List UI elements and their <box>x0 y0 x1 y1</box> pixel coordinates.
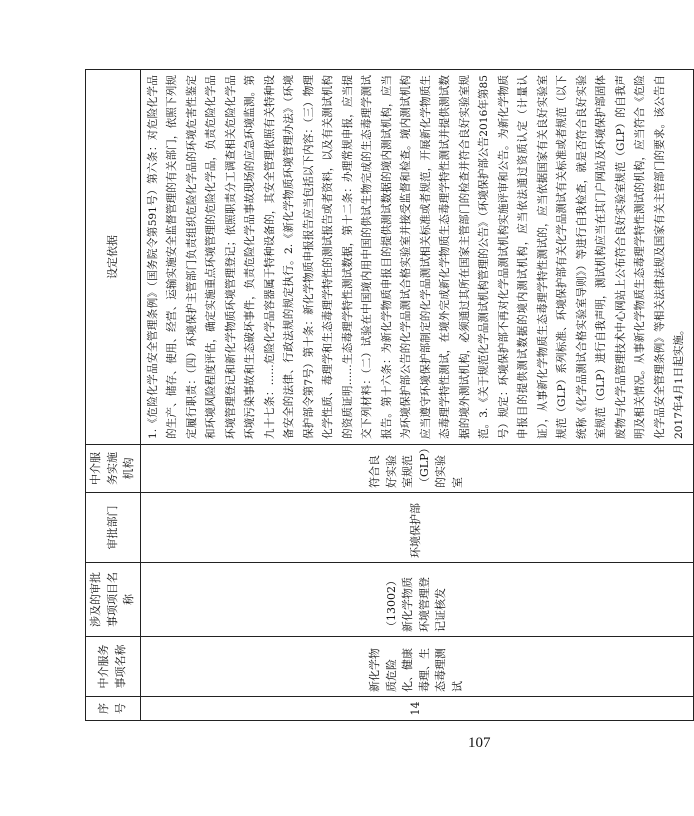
cell-agency-name: 新化学物质危险化、健康毒理、生态毒理测试 <box>140 637 693 697</box>
cell-dept: 环境保护部 <box>140 493 693 563</box>
header-dept: 审批部门 <box>86 493 141 563</box>
header-approval-item: 涉及的审批事项项目名称 <box>86 563 141 637</box>
rotated-table-frame <box>85 69 685 721</box>
cell-seq: 14 <box>140 697 693 721</box>
cell-provider: 符合良好实验室规范（GLP）的实验室 <box>140 445 693 493</box>
cell-basis: 1.《危险化学品安全管理条例》（国务院令第591号）第六条：对危险化学品的生产、储存、使用、经营、运输实施安全监督管理的有关部门，依照下列规定履行职责：（四）环境保护主管部门负责组织危险化学品的环境危害性鉴定和环境风险程度评估，确定实施重点环境管理的危险化学品，负责危险化学品环境管理登记和新化学物质环境管理登记；依照职责分工调查相关危险化学品环境污染事故和生态破坏事件，负责危险化学品事故现场的应急环境监测。第九十七条：……危险化学品容器属于特种设备的，其安全管理依照有关特种设备安全的法律、行政法规的规定执行。2.《新化学物质环境管理办法》（环境保护部令第7号）第十条：新化学物质申报报告应当包括以下内容：（三）物理化学性质、毒理学和生态毒理学特性的测试报告或者资料，以及有关测试机构的资质证明……生态毒理学特性测试数据，第十二条：办理常规申报，应当提交下列材料：（二）试验在中国境内用中国的供试生物完成的生态毒理学测试报告。第十六条：为新化学物质申报目的提供测试数据的境内测试机构，应当为环境保护部公告的化学品测试合格实验室并接受监督和检查。境内测试机构应当遵守环境保护部制定的化学品测试相关标准或者规范，开展新化学物质生态毒理学特性测试，在境外完成新化学物质生态毒理学特性测试并提供测试数据的境外测试机构，必须通过其所在国家主管部门的检查并符合良好实验室规范。3.《关于规范化学品测试机构管理的公告》（环境保护部公告2016年第85号）规定：环境保护部不再对化学品测试机构实施评审和公告。为新化学物质申报目的提供测试数据的境内测试机构，应当依法通过资质认定（计量认证），从事新化学物质生态毒理学特性测试的，应当依据国家有关良好实验室规范（GLP）系列标准、环境保护部有关化学品测试有关标准或者规范（以下统称《化学品测试合格实验室导则》）等进行自我检查，就是否符合良好实验室规范（GLP）进行自我声明，测试机构应当在其门户网站及环境保护部固体废物与化学品管理技术中心网站上公布符合良好实验室规范（GLP）的自我声明及相关情况。从事新化学物质生态毒理学特性测试的机构，应当符合《危险化学品安全管理条例》等相关法律法规及国家有关主管部门的要求。该公告自2017年4月1日起实施。 <box>140 70 693 445</box>
approval-table <box>85 69 694 721</box>
table-header-row <box>86 70 141 721</box>
header-seq: 序号 <box>86 697 141 721</box>
page-number: 107 <box>468 735 491 751</box>
header-basis: 设定依据 <box>86 70 141 445</box>
table-row <box>140 70 693 721</box>
header-provider: 中介服务实施机构 <box>86 445 141 493</box>
header-agency-name: 中介服务事项名称 <box>86 637 141 697</box>
cell-approval-item: （13002）新化学物质环境管理登记证核发 <box>140 563 693 637</box>
